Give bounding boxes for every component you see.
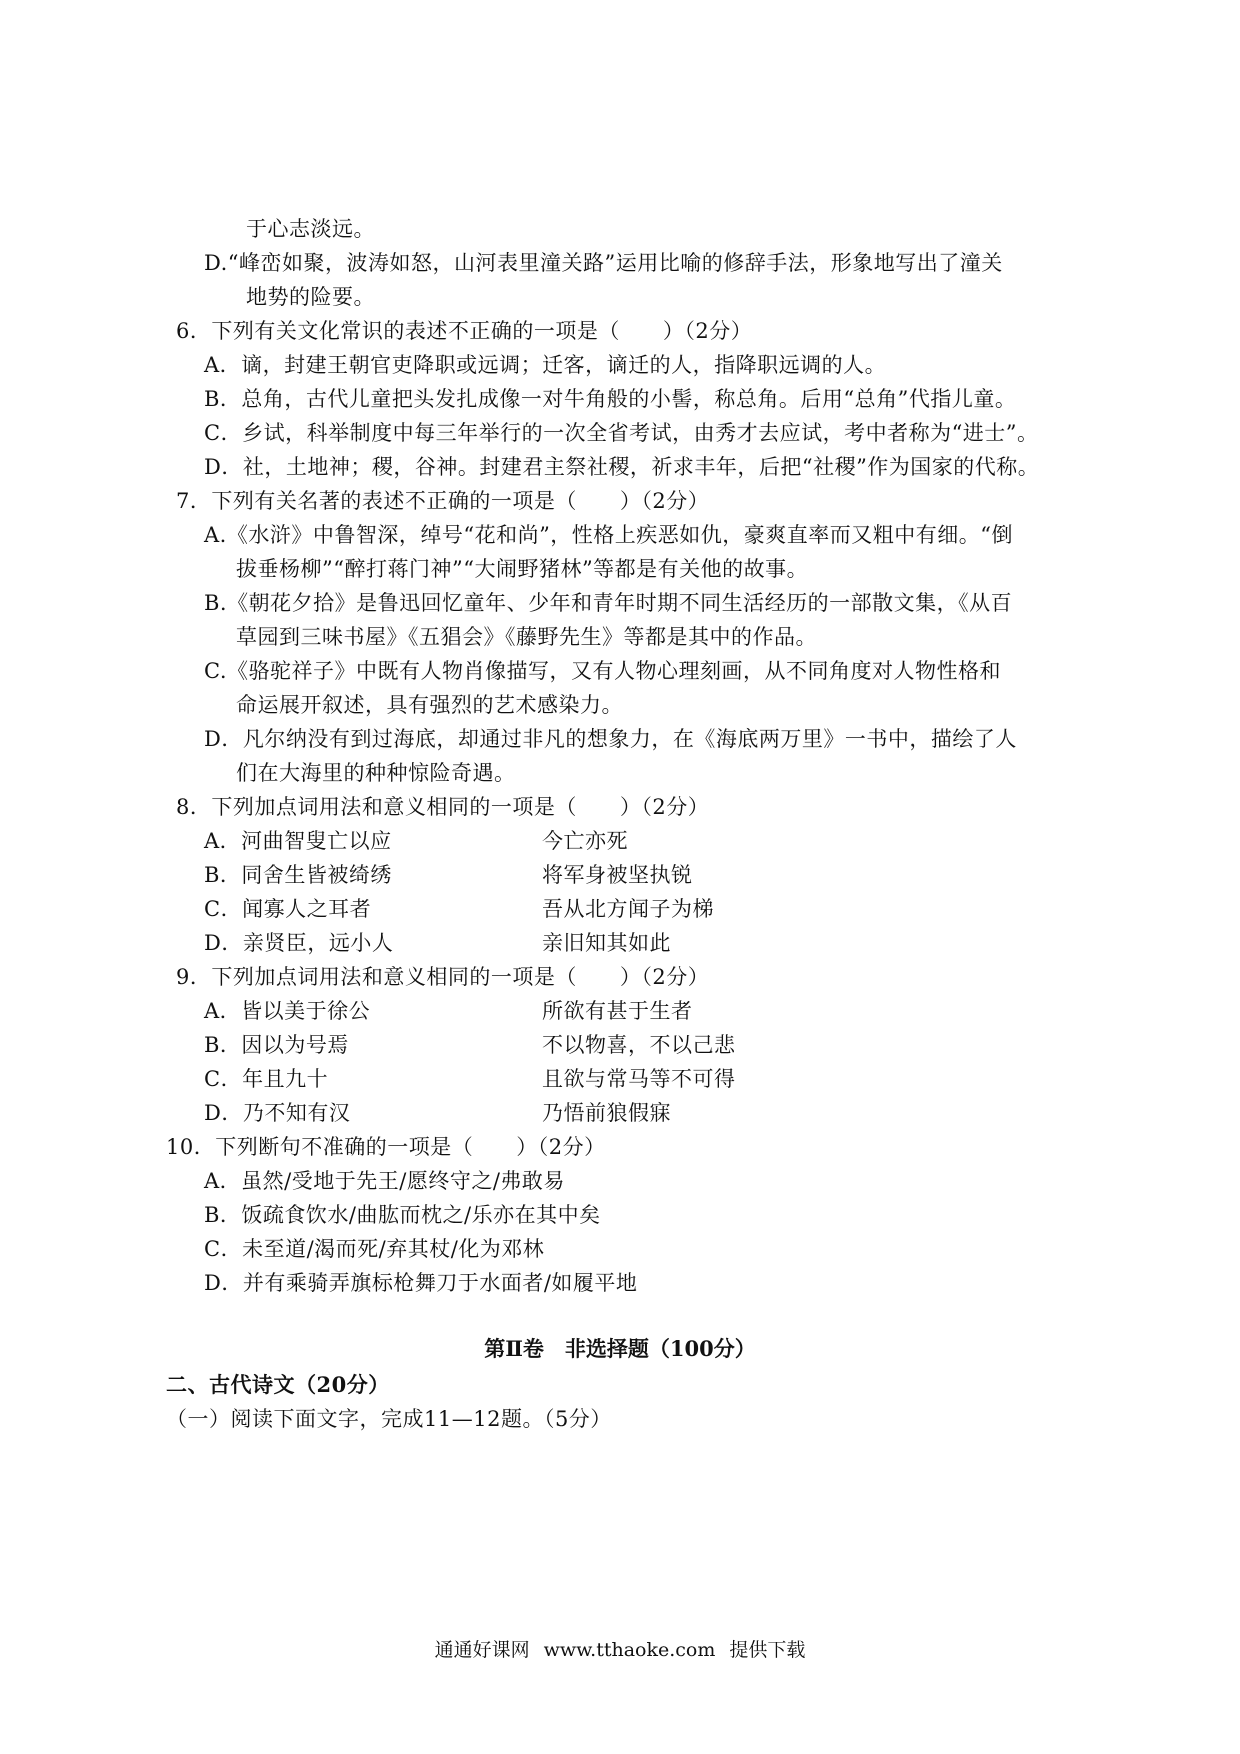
option-6c: C．乡试，科举制度中每三年举行的一次全省考试，由秀才去应试，考中者称为“进士”。	[204, 421, 1039, 445]
option-8b: B．同舍生皆被绮绣	[204, 863, 392, 887]
option-8d: D．亲贤臣，远小人	[204, 931, 394, 955]
option-6a: A．谪，封建王朝官吏降职或远调；迁客，谪迁的人，指降职远调的人。	[204, 353, 887, 377]
question-10: 10．下列断句不准确的一项是（ ）（2分）	[166, 1135, 606, 1159]
part-2-title: 第Ⅱ卷 非选择题（100分）	[484, 1336, 756, 1361]
option-9c-pair: 且欲与常马等不可得	[542, 1067, 736, 1091]
option-8c-pair: 吾从北方闻子为梯	[542, 897, 714, 921]
option-10a: A．虽然/受地于先王/愿终守之/弗敢易	[204, 1169, 565, 1193]
option-9c: C．年且九十	[204, 1067, 329, 1091]
option-7c: C.《骆驼祥子》中既有人物肖像描写，又有人物心理刻画，从不同角度对人物性格和	[204, 659, 1001, 683]
option-9d-pair: 乃悟前狼假寐	[542, 1101, 671, 1125]
footer-url[interactable]: www.tthaoke.com	[543, 1639, 716, 1661]
option-5d: D.“峰峦如聚，波涛如怒，山河表里潼关路”运用比喻的修辞手法，形象地写出了潼关	[204, 251, 1003, 275]
question-8: 8．下列加点词用法和意义相同的一项是（ ）（2分）	[176, 795, 710, 819]
option-7a-cont: 拔垂杨柳”“醉打蒋门神”“大闹野猪林”等都是有关他的故事。	[236, 557, 809, 581]
option-9a-pair: 所欲有甚于生者	[542, 999, 693, 1023]
option-7a: A.《水浒》中鲁智深，绰号“花和尚”，性格上疾恶如仇，豪爽直率而又粗中有细。“倒	[204, 523, 1014, 547]
option-10b: B．饭疏食饮水/曲肱而枕之/乐亦在其中矣	[204, 1203, 601, 1227]
option-9b-pair: 不以物喜，不以己悲	[542, 1033, 736, 1057]
option-6d: D．社，土地神；稷，谷神。封建君主祭社稷，祈求丰年，后把“社稷”作为国家的代称。	[204, 455, 1040, 479]
subsection-1-heading: （一）阅读下面文字，完成11—12题。（5分）	[166, 1407, 612, 1431]
option-8d-pair: 亲旧知其如此	[542, 931, 671, 955]
question-7: 7．下列有关名著的表述不正确的一项是（ ）（2分）	[176, 489, 710, 513]
footer-download: 提供下载	[729, 1639, 806, 1661]
section-2-heading: 二、古代诗文（20分）	[166, 1372, 390, 1397]
option-8a: A．河曲智叟亡以应	[204, 829, 392, 853]
option-8a-pair: 今亡亦死	[542, 829, 628, 853]
option-9d: D．乃不知有汉	[204, 1101, 351, 1125]
option-8c: C．闻寡人之耳者	[204, 897, 372, 921]
text-line: 于心志淡远。	[246, 217, 375, 241]
option-7b-cont: 草园到三味书屋》《五猖会》《藤野先生》等都是其中的作品。	[236, 625, 817, 649]
text-line: 地势的险要。	[246, 285, 375, 309]
page-footer	[0, 1636, 1240, 1664]
option-9a: A．皆以美于徐公	[204, 999, 371, 1023]
footer-site-name: 通通好课网	[434, 1639, 530, 1661]
option-10c: C．未至道/渴而死/弃其杖/化为邓林	[204, 1237, 545, 1261]
option-7c-cont: 命运展开叙述，具有强烈的艺术感染力。	[236, 693, 623, 717]
option-7b: B.《朝花夕拾》是鲁迅回忆童年、少年和青年时期不同生活经历的一部散文集，《从百	[204, 591, 1013, 615]
option-6b: B．总角，古代儿童把头发扎成像一对牛角般的小髻，称总角。后用“总角”代指儿童。	[204, 387, 1017, 411]
option-7d: D．凡尔纳没有到过海底，却通过非凡的想象力，在《海底两万里》一书中，描绘了人	[204, 727, 1017, 751]
option-9b: B．因以为号焉	[204, 1033, 349, 1057]
question-9: 9．下列加点词用法和意义相同的一项是（ ）（2分）	[176, 965, 710, 989]
option-7d-cont: 们在大海里的种种惊险奇遇。	[236, 761, 516, 785]
option-10d: D．并有乘骑弄旗标枪舞刀于水面者/如履平地	[204, 1271, 638, 1295]
question-6: 6．下列有关文化常识的表述不正确的一项是（ ）（2分）	[176, 319, 753, 343]
option-8b-pair: 将军身被坚执锐	[542, 863, 693, 887]
